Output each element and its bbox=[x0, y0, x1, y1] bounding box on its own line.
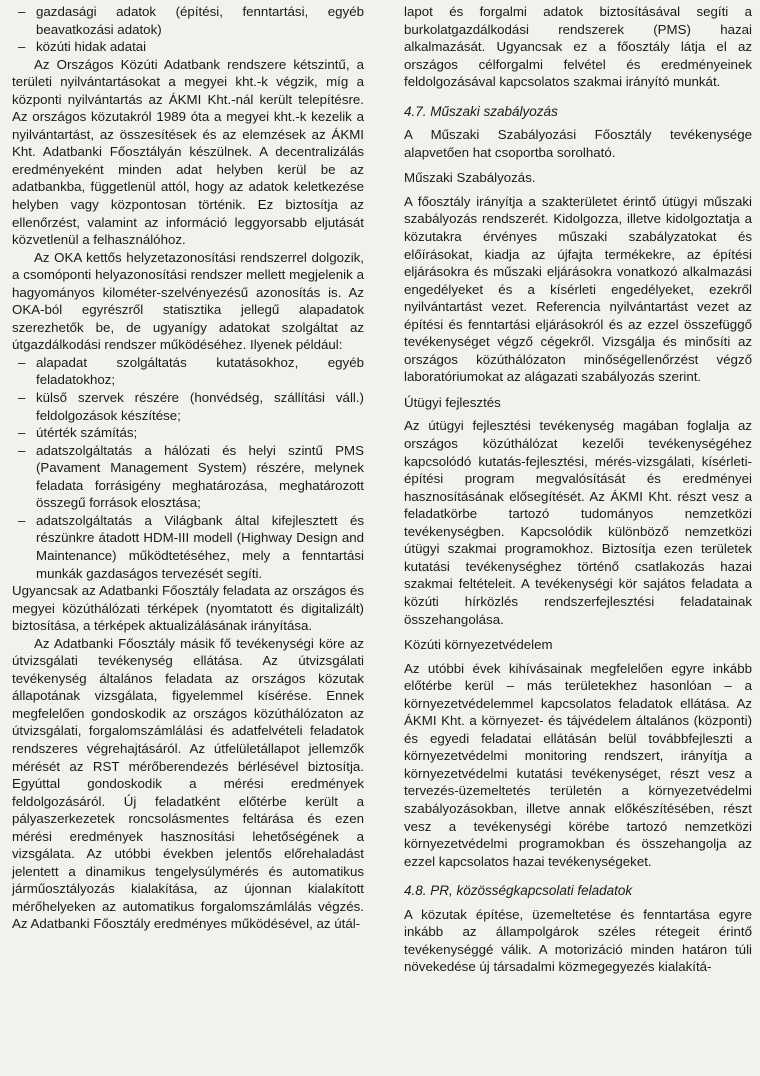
paragraph-pr: A közutak építése, üzemeltetése és fenntartása egyre inkább az állampolgárok széles rétegeit érintő tevékenységgé válik. A motorizáció minden határon túli növekedése új társadalmi közmegegyezés kialakítá- bbox=[404, 906, 752, 975]
right-column bbox=[404, 3, 752, 976]
section-heading-4-8: 4.8. PR, közösségkapcsolati feladatok bbox=[404, 883, 633, 899]
list-item-gazdasagi-adatok: – gazdasági adatok (építési, fenntartási, egyéb beavatkozási adatok) bbox=[12, 3, 364, 38]
list-item-hdm: – adatszolgáltatás a Világbank által kifejlesztett és részünkre átadott HDM-III modell (Highway Design and Maintenance) működtetéséhez, mely a fenntartási munkák gazdaságos tervezését segíti. bbox=[12, 512, 364, 582]
paragraph-szabalyozas: A főosztály irányítja a szakterületet érintő útügyi műszaki szabályozás rendszerét. Kidolgozza, illetve kidolgoztatja a közutakra érvényes műszaki szabályzatokat és előírásokat, kiadja az újfajta termékekre, az építési eljárásokra és műszaki eljárásokra vonatkozó alkalmazási engedélyeket és a kísérleti engedélyeket, ezekről nyilvántartást vezet. Referencia nyilvántartást vezet az építési és fenntartási eljárásokról és az ezzel összefüggő tevékenységet végző cégekről. Vizsgálja és minősíti az országos közúthálózaton minőségellenőrzést végző laboratóriumokat az alágazati szabályozás szerint. bbox=[404, 193, 752, 385]
section-heading-4-7: 4.7. Műszaki szabályozás bbox=[404, 103, 558, 119]
paragraph-muszaki-szabalyozasi-foosztaly: A Műszaki Szabályozási Főosztály tevékenysége alapvetően hat csoportba sorolható. bbox=[404, 127, 752, 160]
list-item-kulso-szervek: – külső szervek részére (honvédség, szállítási váll.) feldolgozások készítése; bbox=[12, 389, 364, 424]
paragraph-burkolatgazdalkodas: lapot és forgalmi adatok biztosításával segíti a burkolatgazdálkodási rendszerek (PMS) hazai alkalmazását. Ugyancsak ez a főosztály látja el az országos célforgalmi felvétel és eredményeinek feldolgozásával kapcsolatos szakmai irányító munkát. bbox=[404, 4, 752, 90]
list-item-uterteK: – útérték számítás; bbox=[12, 424, 364, 442]
subheading-utugyi-fejlesztes: Útügyi fejlesztés bbox=[404, 394, 501, 410]
left-column bbox=[12, 3, 364, 933]
subheading-muszaki-szabalyozas: Műszaki Szabályozás. bbox=[404, 170, 536, 186]
list-item-kozuti-hidak: – közúti hidak adatai bbox=[12, 38, 364, 56]
list-item-alapadat: – alapadat szolgáltatás kutatásokhoz, egyéb feladatokhoz; bbox=[12, 354, 364, 389]
paragraph-oka-rendszer: Az Országos Közúti Adatbank rendszere kétszintű, a területi nyilvántartásokat a megyei kht.-k végzik, míg a központi nyilvántartás az ÁKMI Kht.-nál került telepítésre. Az országos közutakról 1989 óta a megyei kht.-k kezelik a nyilvántartást, az összesítések és az elemzések az ÁKMI Kht. Adatbanki Főosztályán készülnek. A decentralizálás eredményeként minden adat helyben kerül be az adatbankba, függetlenül attól, hogy az adatok keletkezése helyben vagy központosan történik. Ez biztosítja az ellenőrzést, valamint az információ leggyorsabb eljutását közvetlenül a felhasználóhoz. bbox=[12, 56, 364, 248]
paragraph-terkepek: Ugyancsak az Adatbanki Főosztály feladata az országos és megyei közúthálózati térképek (nyomtatott és digitalizált) biztosítása, a térképek aktualizálásának irányítása. bbox=[12, 583, 364, 634]
list-item-pms: – adatszolgáltatás a hálózati és helyi szintű PMS (Pavament Management System) részére, melynek feladata forrásigény meghatározása, meghatározott összegű források elosztása; bbox=[12, 442, 364, 512]
paragraph-utvizsgalat: Az Adatbanki Főosztály másik fő tevékenységi köre az útvizsgálati tevékenység ellátása. Az útvizsgálati tevékenység általános feladata az országos közutak állapotának vizsgálata, figyelemmel kísérése. Ennek megfelelően gondoskodik az országos közúthálózaton az útvizsgálati, forgalomszámlálási és adatfelvételi feladatok rendszeres végrehajtásáról. Az útfelületállapot jellemzők mérését az RST mérőberendezés bérlésével biztosítja. Egyúttal gondoskodik a mérési eredmények feldolgozásáról. Új feladatként előtérbe került a pályaszerkezetek roncsolásmentes feltárása és ezen mérési eredmények hasznosítási lehetőségének a vizsgálata. Az utóbbi években jelentős előrehaladást jelentett a dinamikus tengelysúlymérés és automatikus járműosztályozás kialakítása, az újonnan kialakított mérőhelyeken az automatikus forgalomszámlálás végzés. Az Adatbanki Főosztály eredményes működésével, az útál- bbox=[12, 635, 364, 932]
paragraph-kornyezetvedelem: Az utóbbi évek kihívásainak megfelelően egyre inkább előtérbe kerül – más területekhez hasonlóan – a környezetvédelemmel kapcsolatos feladatok ellátása. Az ÁKMI Kht. a környezet- és tájvédelem általános (központi) és egyedi feladatai ellátásán belül továbbfejleszti a környezetvédelmi monitoring rendszert, irányítja a környezetvédelmi kutatási tevékenységet, részt vesz a tervezés-üzemeltetés területén a környezetvédelmi szabályozásokban, illetve annak előkészítésében, részt vesz a tevékenységi körébe tartozó nemzetközi környezetvédelmi programokban és összehangolja az ezzel kapcsolatos hazai tevékenységeket. bbox=[404, 660, 752, 869]
subheading-kornyezetvedelem: Közúti környezetvédelem bbox=[404, 637, 553, 653]
paragraph-fejlesztes: Az útügyi fejlesztési tevékenység magában foglalja az országos közúthálózat kezelői tevékenységéhez kapcsolódó kutatás-fejlesztési, mérés-vizsgálati, kísérleti-építési program megvalósítását és eredményei hasznosításának elősegítését. Az ÁKMI Kht. részt vesz a feladatkörbe tartozó tudományos nemzetközi tevékenységben. Kapcsolódik különböző nemzetközi útügyi szakmai programokhoz. Biztosítja ezen területek kutatási tevékenységhez történő csatlakozás hazai szakmai feltételeit. A tevékenységi kör sajátos feladata a közúti hírközlés rendszerfejlesztési feladatainak összehangolása. bbox=[404, 418, 752, 627]
paragraph-helyzetazonositas: Az OKA kettős helyzetazonosítási rendszerrel dolgozik, a csomóponti helyazonosítási rendszer mellett megjelenik a hagyományos kilométer-szelvényezésű azonosítás is. Az OKA-ból egyrészről statisztika jellegű alapadatok szerezhetők be, de ugyanígy adatokat szolgáltat az útgazdálkodási rendszer működéséhez. Ilyenek például: bbox=[12, 249, 364, 353]
